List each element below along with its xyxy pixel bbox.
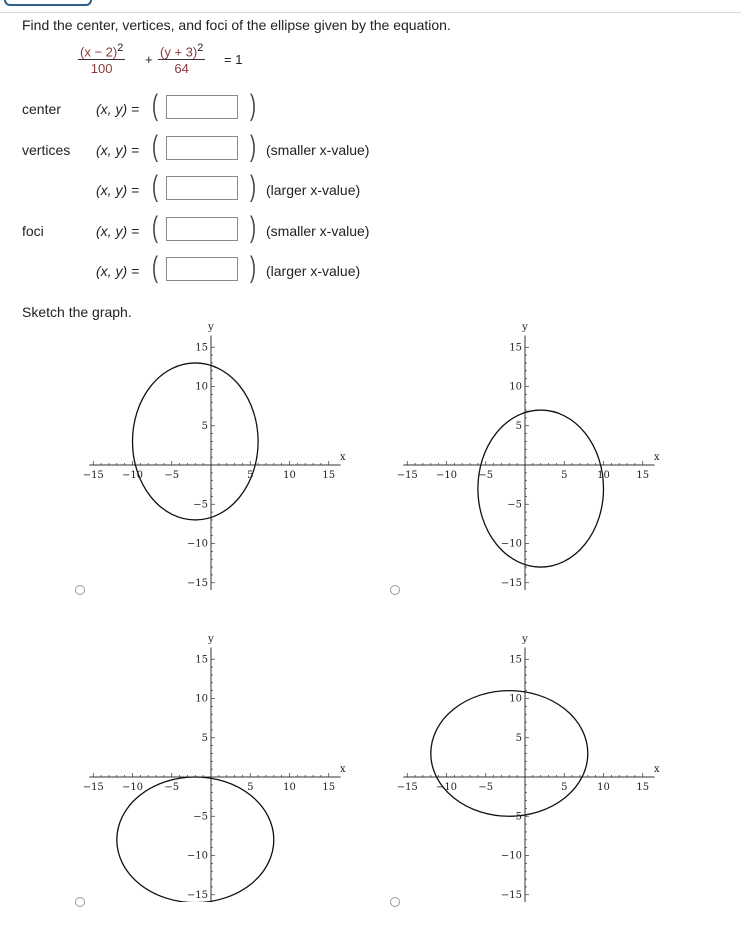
x-tick-label: −15 [396, 470, 418, 481]
answer-input-5[interactable] [166, 257, 238, 281]
answer-input-4[interactable] [166, 217, 238, 241]
right-paren-3: ) [250, 170, 256, 203]
graph-2 [392, 320, 667, 590]
top-tab-button[interactable] [4, 0, 92, 6]
x-tick-label: −10 [435, 782, 458, 793]
y-tick-label: 15 [509, 654, 522, 666]
y-tick-label: 15 [195, 342, 208, 354]
row-label-2: vertices [22, 142, 71, 158]
y-tick-label: 10 [195, 693, 208, 705]
hint-4: (smaller x-value) [266, 223, 370, 239]
y-tick-label: −15 [500, 577, 522, 589]
left-paren-5: ( [152, 251, 158, 284]
x-tick-label: −10 [435, 470, 458, 481]
ellipse-curve [117, 777, 274, 902]
y-axis-label: y [522, 633, 528, 645]
hint-3: (larger x-value) [266, 182, 361, 198]
y-tick-label: −10 [186, 850, 208, 862]
x-axis-label: x [340, 452, 346, 463]
x-tick-label: 15 [322, 782, 336, 793]
x-tick-label: 5 [561, 470, 568, 481]
left-paren-3: ( [152, 170, 158, 203]
y-tick-label: 5 [515, 420, 522, 432]
right-paren-2: ) [250, 130, 256, 163]
x-tick-label: −10 [121, 782, 144, 793]
x-tick-label: −15 [82, 782, 104, 793]
y-tick-label: −5 [193, 811, 208, 823]
y-tick-label: 10 [195, 381, 208, 393]
left-paren-4: ( [152, 211, 158, 244]
y-tick-label: 15 [509, 342, 522, 354]
graph-4 [392, 632, 667, 902]
xy-label-1: (x, y) = [96, 101, 140, 117]
fraction-2 [158, 42, 205, 76]
sketch-label: Sketch the graph. [22, 304, 132, 320]
term2-numerator: (y + 3) [160, 44, 198, 60]
y-axis-label: y [208, 321, 214, 333]
x-tick-label: 15 [636, 782, 650, 793]
x-tick-label: 15 [636, 470, 650, 481]
right-paren-1: ) [250, 89, 256, 122]
y-tick-label: 10 [509, 381, 522, 393]
y-tick-label: −15 [500, 889, 522, 901]
hint-5: (larger x-value) [266, 263, 361, 279]
left-paren-1: ( [152, 89, 158, 122]
top-bar [0, 0, 741, 13]
x-tick-label: −15 [396, 782, 418, 793]
plus-sign: + [145, 52, 153, 67]
y-tick-label: −10 [500, 538, 522, 550]
x-tick-label: 5 [561, 782, 568, 793]
x-tick-label: −15 [82, 470, 104, 481]
right-paren-5: ) [250, 251, 256, 284]
x-tick-label: −5 [164, 782, 180, 793]
x-axis-label: x [340, 764, 346, 775]
x-axis-label: x [654, 764, 660, 775]
x-tick-label: −5 [478, 470, 494, 481]
y-tick-label: 15 [195, 654, 208, 666]
xy-label-4: (x, y) = [96, 223, 140, 239]
y-tick-label: −15 [186, 577, 208, 589]
ellipse-equation [78, 42, 278, 82]
y-tick-label: 5 [201, 732, 208, 744]
graph-3 [78, 632, 353, 902]
y-tick-label: 5 [201, 420, 208, 432]
x-tick-label: −5 [478, 782, 494, 793]
x-tick-label: 15 [322, 470, 336, 481]
y-axis-label: y [522, 321, 528, 333]
term1-numerator: (x − 2) [80, 44, 118, 60]
fraction-1 [78, 42, 125, 76]
xy-label-2: (x, y) = [96, 142, 140, 158]
y-tick-label: −10 [500, 850, 522, 862]
y-tick-label: −5 [507, 499, 522, 511]
ellipse-curve [478, 410, 604, 567]
x-tick-label: 10 [597, 782, 610, 793]
answer-input-2[interactable] [166, 136, 238, 160]
row-label-4: foci [22, 223, 44, 239]
hint-2: (smaller x-value) [266, 142, 370, 158]
y-tick-label: 10 [509, 693, 522, 705]
y-axis-label: y [208, 633, 214, 645]
y-tick-label: −5 [507, 811, 522, 823]
x-tick-label: −10 [121, 470, 144, 481]
right-paren-4: ) [250, 211, 256, 244]
x-tick-label: −5 [164, 470, 180, 481]
y-tick-label: −10 [186, 538, 208, 550]
equals-one: = 1 [224, 52, 243, 67]
term2-exponent: 2 [197, 42, 204, 54]
x-tick-label: 10 [283, 782, 296, 793]
y-tick-label: −5 [193, 499, 208, 511]
ellipse-curve [431, 691, 588, 817]
x-tick-label: 5 [247, 470, 254, 481]
y-tick-label: −15 [186, 889, 208, 901]
x-tick-label: 10 [597, 470, 610, 481]
x-tick-label: 5 [247, 782, 254, 793]
x-tick-label: 10 [283, 470, 296, 481]
left-paren-2: ( [152, 130, 158, 163]
term1-denominator: 100 [90, 61, 113, 77]
x-axis-label: x [654, 452, 660, 463]
xy-label-5: (x, y) = [96, 263, 140, 279]
question-prompt: Find the center, vertices, and foci of the ellipse given by the equation. [22, 17, 451, 33]
graph-1 [78, 320, 353, 590]
answer-input-3[interactable] [166, 176, 238, 200]
term1-exponent: 2 [117, 42, 124, 54]
xy-label-3: (x, y) = [96, 182, 140, 198]
term2-denominator: 64 [174, 61, 189, 77]
y-tick-label: 5 [515, 732, 522, 744]
row-label-1: center [22, 101, 61, 117]
answer-input-1[interactable] [166, 95, 238, 119]
